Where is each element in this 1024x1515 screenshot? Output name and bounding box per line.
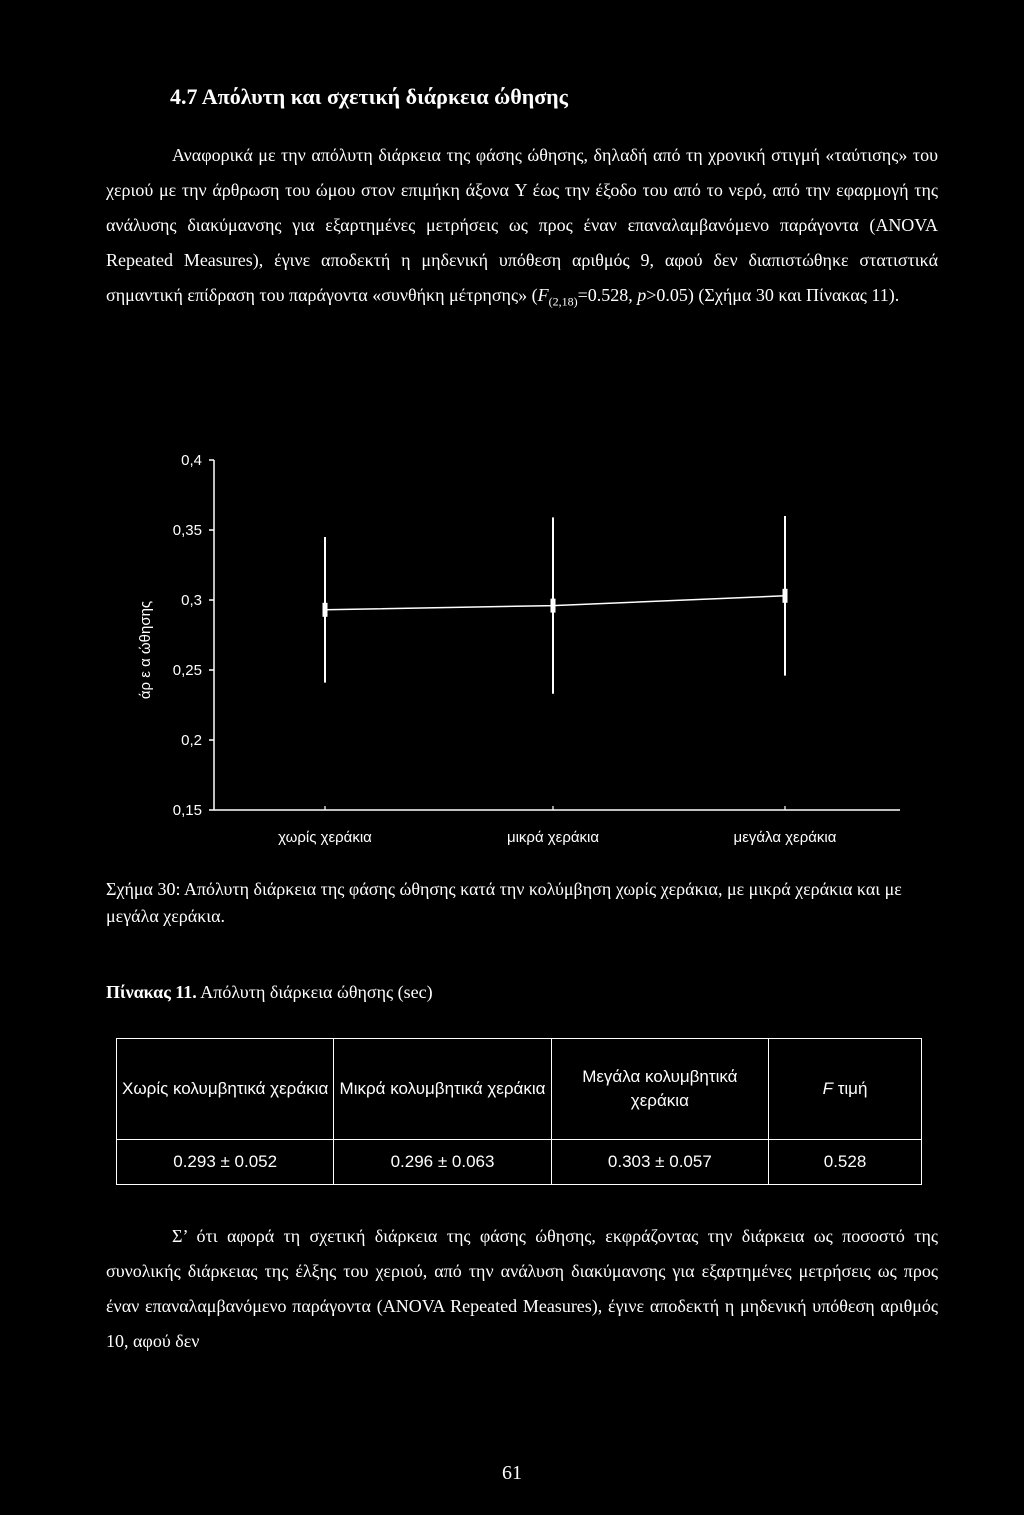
stat-df: (2,18)	[548, 294, 578, 309]
x-tick-label: χωρίς χεράκια	[278, 829, 372, 846]
table-header-no-paddles: Χωρίς κολυμβητικά χεράκια	[117, 1039, 334, 1140]
y-tick-label: 0,2	[181, 732, 202, 749]
p-symbol: p	[637, 285, 647, 305]
p-value: >0.05) (Σχήμα 30 και Πίνακας 11).	[646, 285, 900, 305]
figure-caption: Σχήμα 30: Απόλυτη διάρκεια της φάσης ώθησης κατά την κολύμβηση χωρίς χεράκια, με μικρά χεράκια και με μεγάλα χεράκια.	[106, 879, 902, 926]
table-cell: 0.296 ± 0.063	[334, 1140, 551, 1185]
table-title-label: Πίνακας 11.	[106, 982, 197, 1002]
table-title-text: Απόλυτη διάρκεια ώθησης (sec)	[196, 982, 433, 1002]
body-paragraph-1	[106, 138, 938, 320]
x-tick-label: μικρά χεράκια	[506, 829, 600, 846]
f-header-text: τιμή	[832, 1079, 868, 1098]
table-cell: 0.303 ± 0.057	[551, 1140, 768, 1185]
paragraph-text: Αναφορικά με την απόλυτη διάρκεια της φάσης ώθησης, δηλαδή από τη χρονική στιγμή «ταύτισης» του χεριού με την άρθρωση του ώμου στον επιμήκη άξονα Y έως την έξοδο του από το νερό, από την εφαρμογή της ανάλυσης διακύμανσης για εξαρτημένες μετρήσεις ως προς έναν επαναλαμβανόμενο παράγοντα (ANOVA Repeated Measures), έγινε αποδεκτή η μηδενική υπόθεση αριθμός 9, αφού δεν διαπιστώθηκε στατιστικά σημαντική επίδραση του παράγοντα «συνθήκη μέτρησης» (	[106, 145, 938, 305]
x-tick-label: μεγάλα χεράκια	[733, 829, 837, 846]
y-tick-label: 0,15	[172, 802, 202, 819]
y-axis-label: άρ ε α ώθησης	[137, 600, 154, 700]
table-header-f-value	[769, 1039, 922, 1140]
f-symbol: F	[822, 1079, 833, 1098]
stat-value: =0.528,	[577, 285, 638, 305]
table-row	[117, 1140, 922, 1185]
table-cell: 0.528	[769, 1140, 922, 1185]
data-point-marker	[783, 589, 788, 603]
table-cell: 0.293 ± 0.052	[117, 1140, 334, 1185]
y-tick-label: 0,4	[181, 452, 202, 469]
body-paragraph-2	[106, 1219, 938, 1359]
section-heading: 4.7 Απόλυτη και σχετική διάρκεια ώθησης	[170, 84, 568, 109]
y-tick-label: 0,25	[172, 662, 202, 679]
results-table	[116, 1038, 922, 1185]
y-tick-label: 0,3	[181, 592, 202, 609]
table-title	[106, 982, 433, 1003]
page-number: 61	[502, 1462, 522, 1484]
y-tick-label: 0,35	[172, 522, 202, 539]
data-point-marker	[551, 599, 556, 613]
duration-chart	[130, 440, 910, 860]
stat-symbol: F	[537, 285, 549, 305]
table-header-large-paddles: Μεγάλα κολυμβητικά χεράκια	[551, 1039, 768, 1140]
table-header-row	[117, 1039, 922, 1140]
paragraph-text: Σ’ ότι αφορά τη σχετική διάρκεια της φάσης ώθησης, εκφράζοντας την διάρκεια ως ποσοστό της συνολικής διάρκειας της έλξης του χεριού, από την ανάλυση διακύμανσης για εξαρτημένες μετρήσεις ως προς έναν επαναλαμβανόμενο παράγοντα (ANOVA Repeated Measures), έγινε αποδεκτή η μηδενική υπόθεση αριθμός 10, αφού δεν	[106, 1226, 938, 1351]
data-point-marker	[323, 603, 328, 617]
table-header-small-paddles: Μικρά κολυμβητικά χεράκια	[334, 1039, 551, 1140]
